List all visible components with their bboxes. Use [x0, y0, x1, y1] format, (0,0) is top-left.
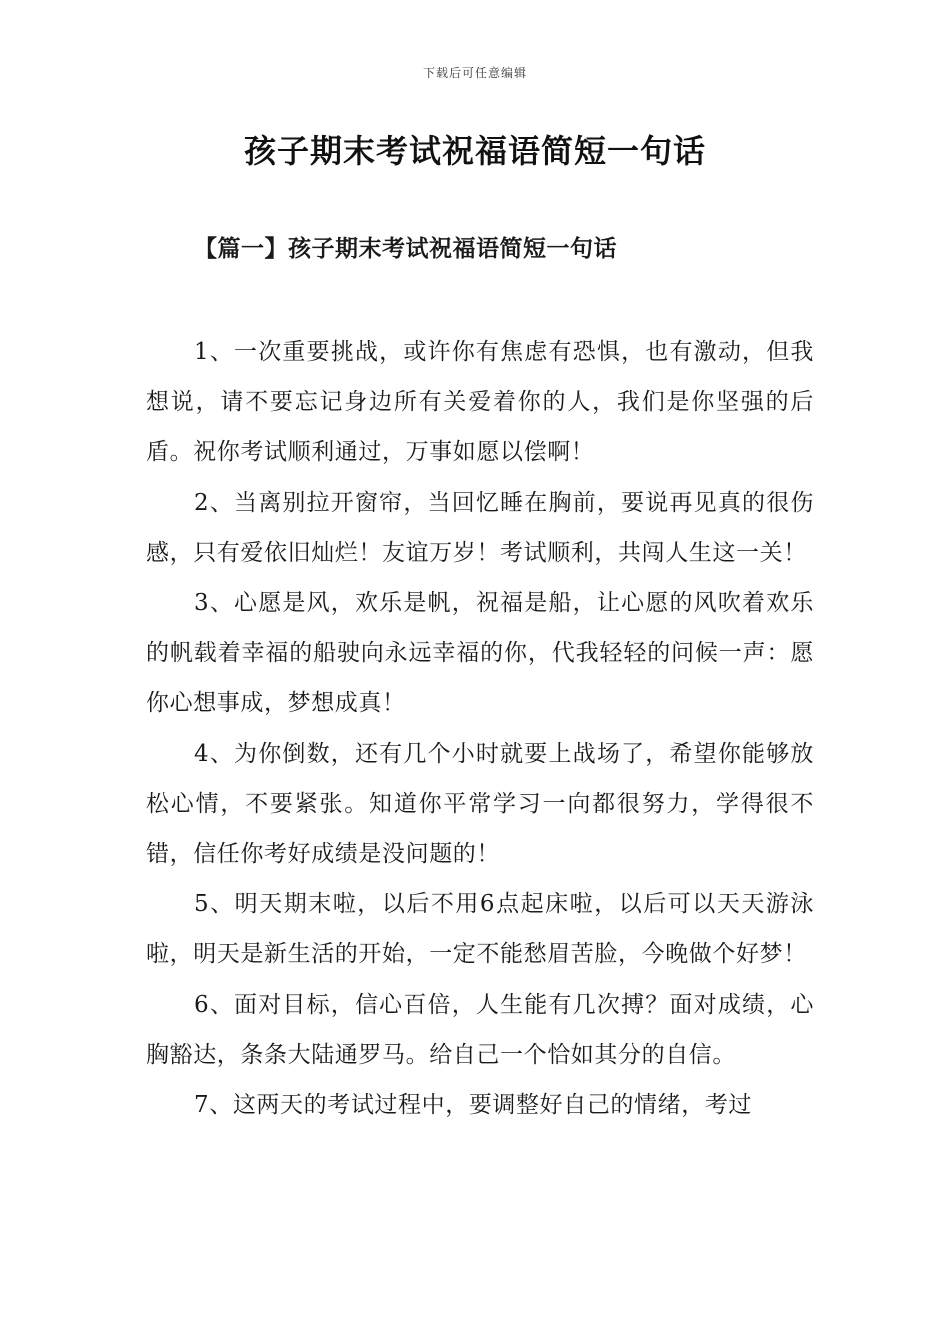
section-heading: 【篇一】孩子期末考试祝福语简短一句话: [194, 235, 617, 262]
paragraph-7: 7、这两天的考试过程中，要调整好自己的情绪，考过: [194, 1092, 753, 1119]
paragraph-5: 5、明天期末啦，以后不用6点起床啦，以后可以天天游泳啦，明天是新生活的开始，一定不能愁眉苦脸，今晚做个好梦！: [146, 891, 814, 968]
document-body: [146, 327, 814, 1130]
paragraph-2: 2、当离别拉开窗帘，当回忆睡在胸前，要说再见真的很伤感，只有爱依旧灿烂！友谊万岁！考试顺利，共闯人生这一关！: [146, 489, 814, 566]
paragraph-4: 4、为你倒数，还有几个小时就要上战场了，希望你能够放松心情，不要紧张。知道你平常学习一向都很努力，学得很不错，信任你考好成绩是没问题的！: [146, 740, 814, 868]
paragraph-6: 6、面对目标，信心百倍，人生能有几次搏？面对成绩，心胸豁达，条条大陆通罗马。给自己一个恰如其分的自信。: [146, 991, 814, 1068]
paragraph-1: 1、一次重要挑战，或许你有焦虑有恐惧，也有激动，但我想说，请不要忘记身边所有关爱着你的人，我们是你坚强的后盾。祝你考试顺利通过，万事如愿以偿啊！: [146, 339, 814, 466]
header-note: 下载后可任意编辑: [422, 66, 527, 80]
paragraph-3: 3、心愿是风，欢乐是帆，祝福是船，让心愿的风吹着欢乐的帆载着幸福的船驶向永远幸福的你，代我轻轻的问候一声：愿你心想事成，梦想成真！: [146, 590, 814, 717]
document-title: 孩子期末考试祝福语简短一句话: [243, 132, 706, 170]
